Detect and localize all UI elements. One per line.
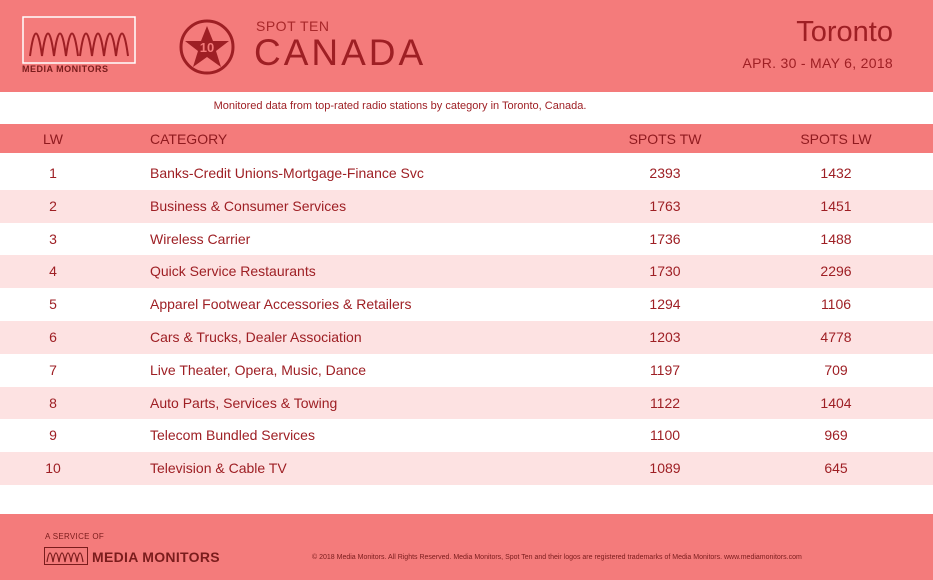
category-cell: Quick Service Restaurants bbox=[150, 263, 316, 280]
spots-tw-cell: 1089 bbox=[649, 460, 681, 477]
subtitle: Monitored data from top-rated radio stations by category in Toronto, Canada. bbox=[213, 100, 587, 112]
badge-number: 10 bbox=[199, 40, 215, 55]
spot-ten-star-icon bbox=[178, 18, 236, 76]
col-spots-lw-header: SPOTS LW bbox=[800, 131, 872, 147]
table-row bbox=[0, 288, 933, 321]
rank-cell: 10 bbox=[45, 460, 61, 477]
spots-lw-cell: 2296 bbox=[820, 263, 852, 280]
rank-cell: 4 bbox=[49, 263, 57, 280]
media-monitors-small-logo bbox=[44, 547, 88, 565]
table-row bbox=[0, 157, 933, 190]
service-of-label: A SERVICE OF bbox=[45, 532, 105, 541]
spots-tw-cell: 1730 bbox=[649, 263, 681, 280]
spots-tw-cell: 1763 bbox=[649, 197, 681, 214]
logo-text: MEDIA MONITORS bbox=[22, 64, 109, 74]
spots-tw-cell: 2393 bbox=[649, 165, 681, 181]
rank-cell: 5 bbox=[49, 296, 57, 313]
spots-lw-cell: 1404 bbox=[820, 394, 852, 411]
table-row bbox=[0, 255, 933, 288]
spots-tw-cell: 1294 bbox=[649, 296, 681, 313]
category-cell: Auto Parts, Services & Towing bbox=[150, 394, 338, 411]
table-row bbox=[0, 190, 933, 223]
spots-lw-cell: 1451 bbox=[820, 197, 852, 214]
table-row bbox=[0, 321, 933, 354]
category-cell: Banks-Credit Unions-Mortgage-Finance Svc bbox=[150, 165, 424, 181]
spots-lw-cell: 1432 bbox=[820, 165, 852, 181]
table-header bbox=[0, 124, 933, 153]
spots-lw-cell: 4778 bbox=[820, 328, 852, 345]
category-cell: Live Theater, Opera, Music, Dance bbox=[150, 361, 367, 378]
spots-lw-cell: 1488 bbox=[820, 230, 852, 247]
spots-lw-cell: 709 bbox=[824, 361, 848, 378]
table-row bbox=[0, 223, 933, 256]
footer-brand-text: MEDIA MONITORS bbox=[92, 549, 220, 565]
date-range: APR. 30 - MAY 6, 2018 bbox=[742, 55, 893, 71]
country-title: CANADA bbox=[254, 32, 427, 73]
category-cell: Wireless Carrier bbox=[150, 230, 251, 247]
rank-cell: 9 bbox=[49, 427, 57, 444]
copyright-text: © 2018 Media Monitors. All Rights Reserved. Media Monitors, Spot Ten and their logos are registered trademarks of Media Monitors. www.mediamonitors.com bbox=[312, 554, 802, 561]
footer-band bbox=[0, 514, 933, 580]
spots-tw-cell: 1736 bbox=[649, 230, 681, 247]
table-row bbox=[0, 354, 933, 387]
spots-lw-cell: 1106 bbox=[820, 296, 852, 313]
rank-cell: 1 bbox=[49, 165, 57, 181]
category-cell: Business & Consumer Services bbox=[150, 197, 347, 214]
header-band bbox=[0, 0, 933, 92]
rank-cell: 6 bbox=[49, 328, 57, 345]
col-lw-header: LW bbox=[43, 131, 63, 147]
rank-cell: 3 bbox=[49, 230, 57, 247]
spots-lw-cell: 645 bbox=[824, 460, 848, 477]
rank-cell: 2 bbox=[49, 197, 57, 214]
spots-tw-cell: 1197 bbox=[649, 361, 681, 378]
table-row bbox=[0, 452, 933, 485]
spot-ten-label: SPOT TEN bbox=[256, 18, 330, 34]
spots-tw-cell: 1100 bbox=[649, 427, 681, 444]
table-body bbox=[0, 157, 933, 485]
spots-tw-cell: 1122 bbox=[649, 394, 681, 411]
category-cell: Television & Cable TV bbox=[150, 460, 287, 477]
table-row bbox=[0, 387, 933, 420]
col-category-header: CATEGORY bbox=[150, 131, 228, 147]
col-spots-tw-header: SPOTS TW bbox=[628, 131, 702, 147]
city-title: Toronto bbox=[796, 16, 893, 48]
spots-tw-cell: 1203 bbox=[649, 328, 681, 345]
spots-lw-cell: 969 bbox=[824, 427, 848, 444]
category-cell: Apparel Footwear Accessories & Retailers bbox=[150, 296, 412, 313]
category-cell: Telecom Bundled Services bbox=[150, 427, 315, 444]
rank-cell: 8 bbox=[49, 394, 57, 411]
category-cell: Cars & Trucks, Dealer Association bbox=[150, 328, 362, 345]
rank-cell: 7 bbox=[49, 361, 57, 378]
table-row bbox=[0, 419, 933, 452]
